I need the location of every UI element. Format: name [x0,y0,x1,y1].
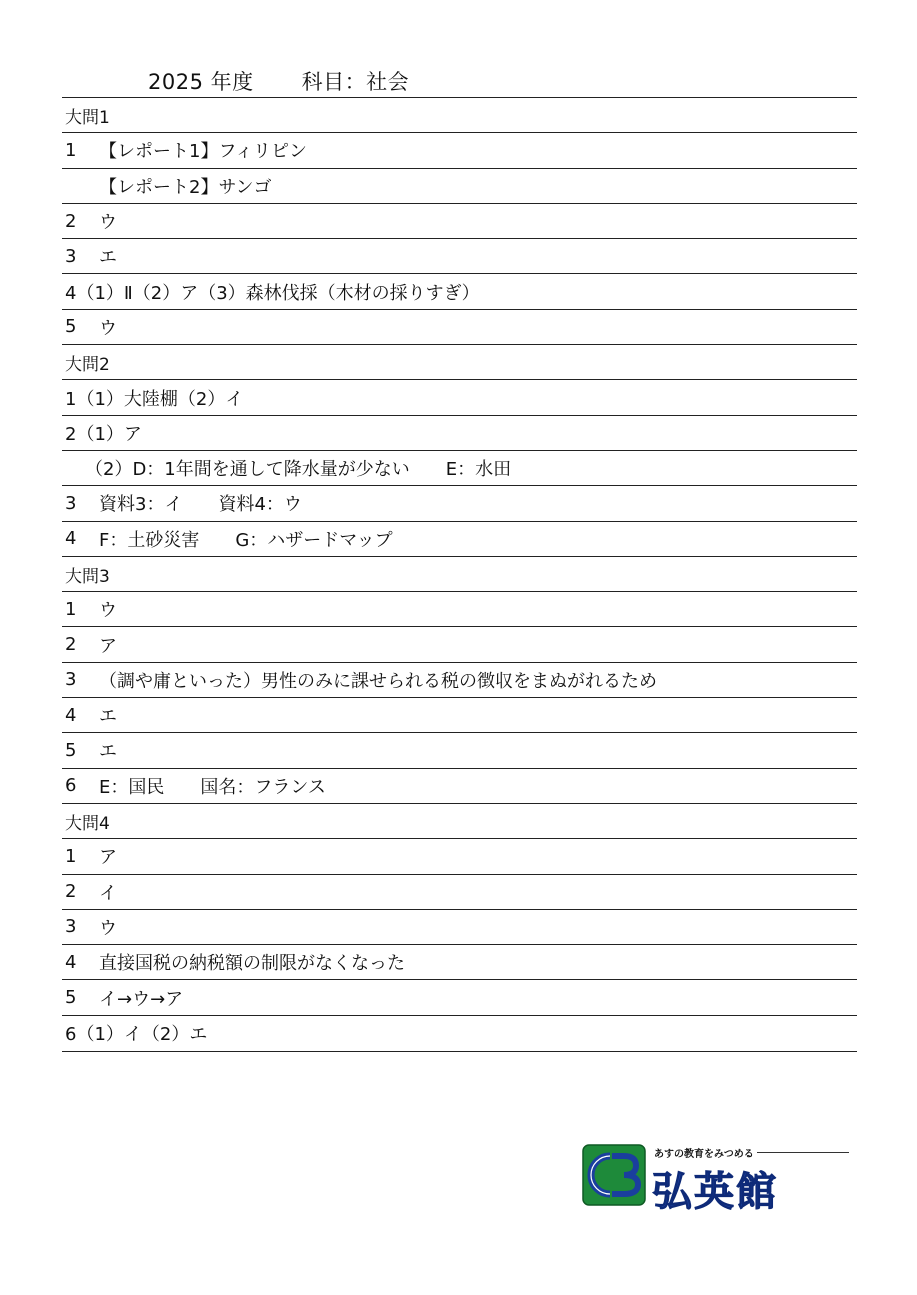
question-number: 1 [65,845,77,867]
answer-text: 1（1）大陸棚（2）イ [65,388,244,410]
answer-row [62,309,857,344]
section-title: 大問3 [65,566,110,587]
question-number: 5 [65,739,77,761]
answer-text: 4（1）Ⅱ（2）ア（3）森林伐採（木材の採りすぎ） [65,282,480,304]
answer-text: ア [99,847,117,869]
answer-text: ウ [99,317,117,339]
answer-sheet [62,97,857,1052]
answer-row [62,979,857,1014]
section-header [62,556,857,591]
question-number: 3 [65,669,77,691]
question-number: 4 [65,704,77,726]
answer-text: 資料3：イ 資料4：ウ [99,494,302,516]
section-header [62,344,857,379]
question-number: 3 [65,245,77,267]
answer-text: E：国民 国名：フランス [99,776,326,798]
answer-row [62,768,857,803]
question-number: 3 [65,492,77,514]
question-number: 4 [65,528,77,550]
answer-row [62,485,857,520]
question-number: 4 [65,951,77,973]
answer-row [62,944,857,979]
logo-mark-icon [582,1144,646,1206]
logo-tagline: あすの教育をみつめる [654,1149,754,1160]
answer-text: 直接国税の納税額の制限がなくなった [99,953,405,975]
answer-text: （調や庸といった）男性のみに課せられる税の徴収をまぬがれるため [99,670,657,692]
answer-text: （2）D：1年間を通して降水量が少ない E：水田 [85,459,512,481]
page-title [148,66,409,96]
answer-text: 【レポート1】フィリピン [99,141,308,163]
company-logo [582,1142,852,1215]
section-header [62,97,857,132]
question-number: 1 [65,598,77,620]
question-number: 2 [65,881,77,903]
answer-row [62,626,857,661]
answer-text: ア [99,635,117,657]
question-number: 1 [65,139,77,161]
answer-row [62,697,857,732]
answer-row [62,662,857,697]
answer-row [62,132,857,167]
answer-text: 2（1）ア [65,423,142,445]
answer-text: イ [99,882,117,904]
answer-row [62,521,857,556]
answer-text: F：土砂災害 G：ハザードマップ [99,529,393,551]
answer-text: 6（1）イ（2）エ [65,1024,208,1046]
answer-row [62,450,857,485]
answer-row [62,874,857,909]
answer-row [62,203,857,238]
question-number: 2 [65,634,77,656]
title-year: 2025 年度 [148,70,254,94]
section-title: 大問2 [65,354,110,375]
question-number: 5 [65,316,77,338]
answer-row [62,838,857,873]
title-subject: 科目：社会 [301,70,410,94]
answer-text: エ [99,741,117,763]
answer-row [62,909,857,944]
question-number: 6 [65,775,77,797]
section-title: 大問4 [65,813,110,834]
section-header [62,803,857,838]
answer-text: エ [99,247,117,269]
answer-row [62,273,857,308]
answer-row [62,238,857,273]
question-number: 2 [65,210,77,232]
question-number: 3 [65,916,77,938]
answer-row [62,732,857,767]
answer-text: イ→ウ→ア [99,988,184,1010]
answer-row [62,1015,857,1052]
answer-text: 【レポート2】サンゴ [99,176,272,198]
answer-row [62,591,857,626]
question-number: 5 [65,987,77,1009]
logo-rule [757,1152,849,1153]
section-title: 大問1 [65,107,110,128]
answer-row [62,379,857,414]
answer-row [62,168,857,203]
answer-row [62,415,857,450]
answer-text: ウ [99,212,117,234]
answer-text: エ [99,706,117,728]
answer-text: ウ [99,600,117,622]
logo-name: 弘英館 [652,1169,778,1215]
answer-text: ウ [99,917,117,939]
